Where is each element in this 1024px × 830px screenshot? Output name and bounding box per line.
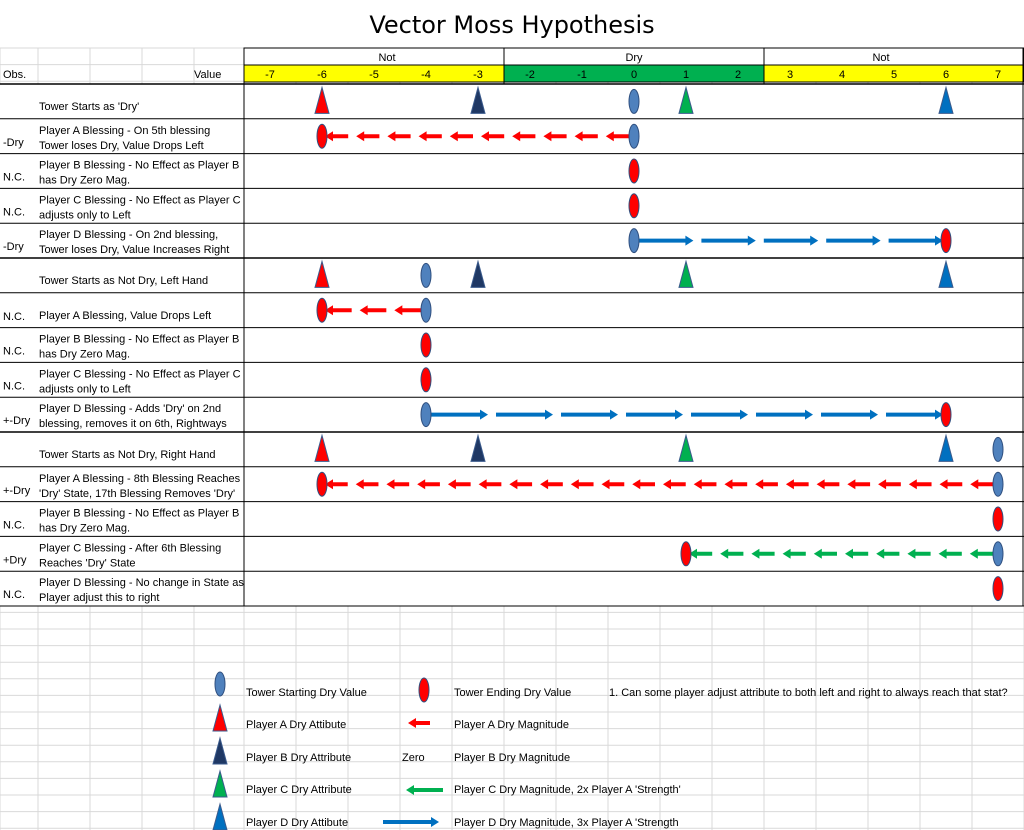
row-description: 'Dry' State, 17th Blessing Removes 'Dry'	[39, 487, 236, 500]
value-tick: -3	[473, 69, 483, 81]
dry-value-oval	[317, 298, 327, 322]
row-description: Player C Blessing - No Effect as Player C	[39, 194, 241, 207]
obs-code: +-Dry	[3, 484, 31, 497]
dry-value-oval	[317, 124, 327, 148]
value-tick: -4	[421, 69, 431, 81]
dry-value-oval	[421, 403, 431, 427]
obs-code: N.C.	[3, 589, 25, 602]
obs-code: N.C.	[3, 206, 25, 219]
dry-value-oval	[419, 678, 429, 702]
row-description: blessing, removes it on 6th, Rightways	[39, 418, 227, 431]
row-description: Player B Blessing - No Effect as Player B	[39, 333, 240, 346]
legend-player-c-mag-label: Player C Dry Magnitude, 2x Player A 'Strength'	[454, 784, 681, 796]
value-tick: -5	[369, 69, 379, 81]
row-description: Tower Starts as 'Dry'	[39, 101, 140, 113]
row-description: adjusts only to Left	[39, 209, 131, 222]
scenario-row	[0, 293, 1024, 328]
row-description: Player D Blessing - No change in State as	[39, 577, 244, 590]
row-description: Player D Blessing - Adds 'Dry' on 2nd	[39, 403, 222, 416]
obs-code: -Dry	[3, 136, 24, 149]
dry-value-oval	[629, 89, 639, 113]
row-description: Player B Blessing - No Effect as Player B	[39, 507, 240, 520]
scenario-row	[0, 119, 1024, 154]
obs-code: +-Dry	[3, 415, 31, 428]
row-description: Tower Starts as Not Dry, Left Hand	[39, 275, 209, 287]
row-description: Player B Blessing - No Effect as Player B	[39, 159, 240, 172]
row-description: Tower loses Dry, Value Increases Right	[39, 244, 230, 257]
dry-value-oval	[421, 263, 431, 287]
value-tick: 0	[630, 69, 638, 81]
legend-player-c-attr-label: Player C Dry Attribute	[246, 784, 352, 796]
legend-player-d-attr-label: Player D Dry Attibute	[246, 817, 349, 829]
dry-value-oval	[629, 229, 639, 253]
dry-value-oval	[215, 672, 225, 696]
dry-value-oval	[317, 472, 327, 496]
value-tick: 3	[786, 69, 794, 81]
row-description: Player D Blessing - On 2nd blessing,	[39, 229, 219, 242]
row-description: Tower loses Dry, Value Drops Left	[39, 139, 204, 152]
region-label: Dry	[625, 52, 643, 64]
scenario-row	[0, 536, 1024, 571]
value-tick: 5	[890, 69, 898, 81]
row-description: adjusts only to Left	[39, 383, 131, 396]
value-tick: -7	[265, 69, 275, 81]
region-label: Not	[378, 52, 396, 64]
obs-code: N.C.	[3, 380, 25, 393]
row-description: Player C Blessing - After 6th Blessing	[39, 542, 222, 555]
page-title: Vector Moss Hypothesis	[369, 11, 655, 39]
obs-code: N.C.	[3, 345, 25, 358]
dry-value-oval	[993, 472, 1003, 496]
dry-value-oval	[629, 159, 639, 183]
obs-code: N.C.	[3, 171, 25, 184]
value-header-label: Value	[194, 69, 222, 81]
legend-question: 1. Can some player adjust attribute to both left and right to always reach that stat?	[609, 687, 1008, 699]
dry-value-oval	[629, 124, 639, 148]
legend-player-a-mag-label: Player A Dry Magnitude	[454, 719, 569, 731]
scenario-row	[0, 571, 1024, 606]
dry-value-oval	[421, 298, 431, 322]
region-label: Not	[872, 52, 890, 64]
dry-value-oval	[993, 577, 1003, 601]
obs-header: Obs.	[3, 69, 27, 81]
value-tick: 2	[734, 69, 742, 81]
legend-player-b-zero: Zero	[402, 752, 425, 764]
scenario-row	[0, 84, 1024, 119]
scenario-row	[0, 362, 1024, 397]
dry-value-oval	[993, 507, 1003, 531]
dry-value-oval	[681, 542, 691, 566]
dry-value-oval	[941, 403, 951, 427]
row-bg	[0, 84, 1024, 119]
value-tick: 6	[942, 69, 950, 81]
row-description: Player C Blessing - No Effect as Player C	[39, 368, 241, 381]
value-tick: -1	[577, 69, 587, 81]
row-description: has Dry Zero Mag.	[39, 348, 131, 361]
legend-tower-start-label: Tower Starting Dry Value	[246, 687, 367, 699]
value-tick: -6	[317, 69, 327, 81]
obs-code: N.C.	[3, 519, 25, 532]
value-tick: 7	[994, 69, 1002, 81]
obs-code: +Dry	[3, 554, 27, 567]
dry-value-oval	[421, 333, 431, 357]
scenario-row	[0, 188, 1024, 223]
scenario-rows	[0, 48, 1024, 606]
obs-code: -Dry	[3, 241, 24, 254]
scenario-row	[0, 328, 1024, 363]
row-description: has Dry Zero Mag.	[39, 522, 131, 535]
row-description: Player A Blessing, Value Drops Left	[39, 309, 212, 322]
scenario-row	[0, 467, 1024, 502]
legend-player-d-mag-label: Player D Dry Magnitude, 3x Player A 'Strength	[454, 817, 679, 829]
dry-value-oval	[993, 437, 1003, 461]
legend-player-b-attr-label: Player B Dry Attribute	[246, 752, 352, 764]
dry-value-oval	[421, 368, 431, 392]
dry-value-oval	[941, 229, 951, 253]
legend-player-b-mag-label: Player B Dry Magnitude	[454, 752, 571, 764]
value-tick: 1	[682, 69, 690, 81]
scenario-row	[0, 258, 1024, 293]
scenario-row	[0, 154, 1024, 189]
value-tick: 4	[838, 69, 846, 81]
scenario-row	[0, 432, 1024, 467]
scenario-row	[0, 223, 1024, 258]
dry-value-oval	[629, 194, 639, 218]
row-description: Tower Starts as Not Dry, Right Hand	[39, 449, 216, 461]
dry-value-oval	[993, 542, 1003, 566]
scenario-row	[0, 397, 1024, 432]
legend-tower-end-label: Tower Ending Dry Value	[454, 687, 572, 699]
row-description: Player A Blessing - On 5th blessing	[39, 124, 211, 137]
row-description: Player A Blessing - 8th Blessing Reaches	[39, 472, 241, 485]
obs-code: N.C.	[3, 310, 25, 323]
row-description: Reaches 'Dry' State	[39, 557, 136, 570]
row-description: has Dry Zero Mag.	[39, 174, 131, 187]
value-tick: -2	[525, 69, 535, 81]
legend-player-a-attr-label: Player A Dry Attibute	[246, 719, 347, 731]
scenario-row	[0, 502, 1024, 537]
row-description: Player adjust this to right	[39, 592, 160, 605]
